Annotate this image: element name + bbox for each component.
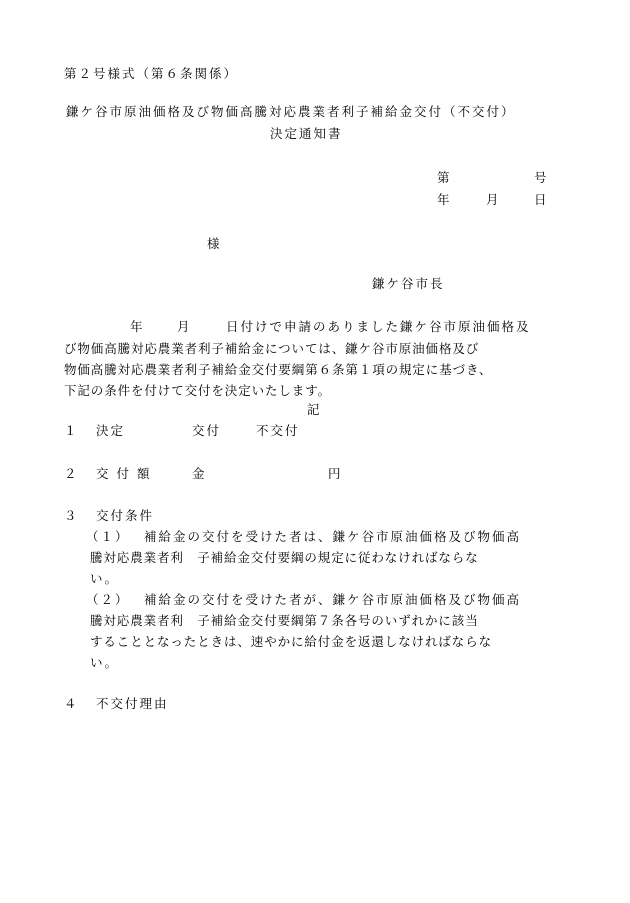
- document-number-suffix: 号: [534, 170, 549, 185]
- ki-marker: 記: [307, 402, 322, 417]
- body-line3: 物価高騰対応農業者利子補給金交付要綱第６条第１項の規定に基づき、: [64, 362, 493, 377]
- body-year: 年: [130, 319, 145, 334]
- condition2-line1: 補給金の交付を受けた者が、鎌ケ谷市原油価格及び物価高: [144, 592, 522, 607]
- item4-label: 不交付理由: [96, 696, 169, 711]
- item1-label: 決定: [96, 423, 126, 438]
- amount-kin: 金: [192, 466, 207, 481]
- condition2-line4: い。: [90, 655, 120, 670]
- condition2-line2: 騰対応農業者利 子補給金交付要綱第７条各号のいずれかに該当: [90, 613, 479, 628]
- condition2-number: （２）: [86, 592, 130, 607]
- condition2-line3: することとなったときは、速やかに給付金を返還しなければならな: [90, 634, 493, 649]
- item3-number: ３: [64, 508, 79, 523]
- decision-option-nongrant: 不交付: [256, 423, 300, 438]
- document-title-line2: 決定通知書: [270, 126, 343, 141]
- item1-number: １: [64, 423, 79, 438]
- item2-label: 交 付 額: [96, 466, 152, 481]
- body-month: 月: [177, 319, 192, 334]
- sender-name: 鎌ケ谷市長: [372, 276, 445, 291]
- condition1-line1: 補給金の交付を受けた者は、鎌ケ谷市原油価格及び物価高: [144, 529, 522, 544]
- item2-number: ２: [64, 466, 79, 481]
- addressee-suffix: 様: [207, 236, 222, 251]
- item4-number: ４: [64, 696, 79, 711]
- amount-yen: 円: [328, 466, 343, 481]
- date-year: 年: [437, 192, 452, 207]
- item3-label: 交付条件: [96, 508, 155, 523]
- decision-option-grant: 交付: [192, 423, 222, 438]
- form-header: 第２号様式（第６条関係）: [64, 66, 239, 81]
- document-title-line1: 鎌ケ谷市原油価格及び物価高騰対応農業者利子補給金交付（不交付）: [66, 104, 516, 119]
- condition1-line2: 騰対応農業者利 子補給金交付要綱の規定に従わなければならな: [90, 550, 479, 565]
- body-line2: び物価高騰対応農業者利子補給金については、鎌ケ谷市原油価格及び: [64, 341, 480, 356]
- condition1-number: （１）: [86, 529, 130, 544]
- document-number-prefix: 第: [437, 170, 452, 185]
- condition1-line3: い。: [90, 571, 120, 586]
- date-day: 日: [534, 192, 549, 207]
- body-line4: 下記の条件を付けて交付を決定いたします。: [64, 383, 332, 398]
- date-month: 月: [486, 192, 501, 207]
- body-line1: 日付けで申請のありました鎌ケ谷市原油価格及: [226, 319, 531, 334]
